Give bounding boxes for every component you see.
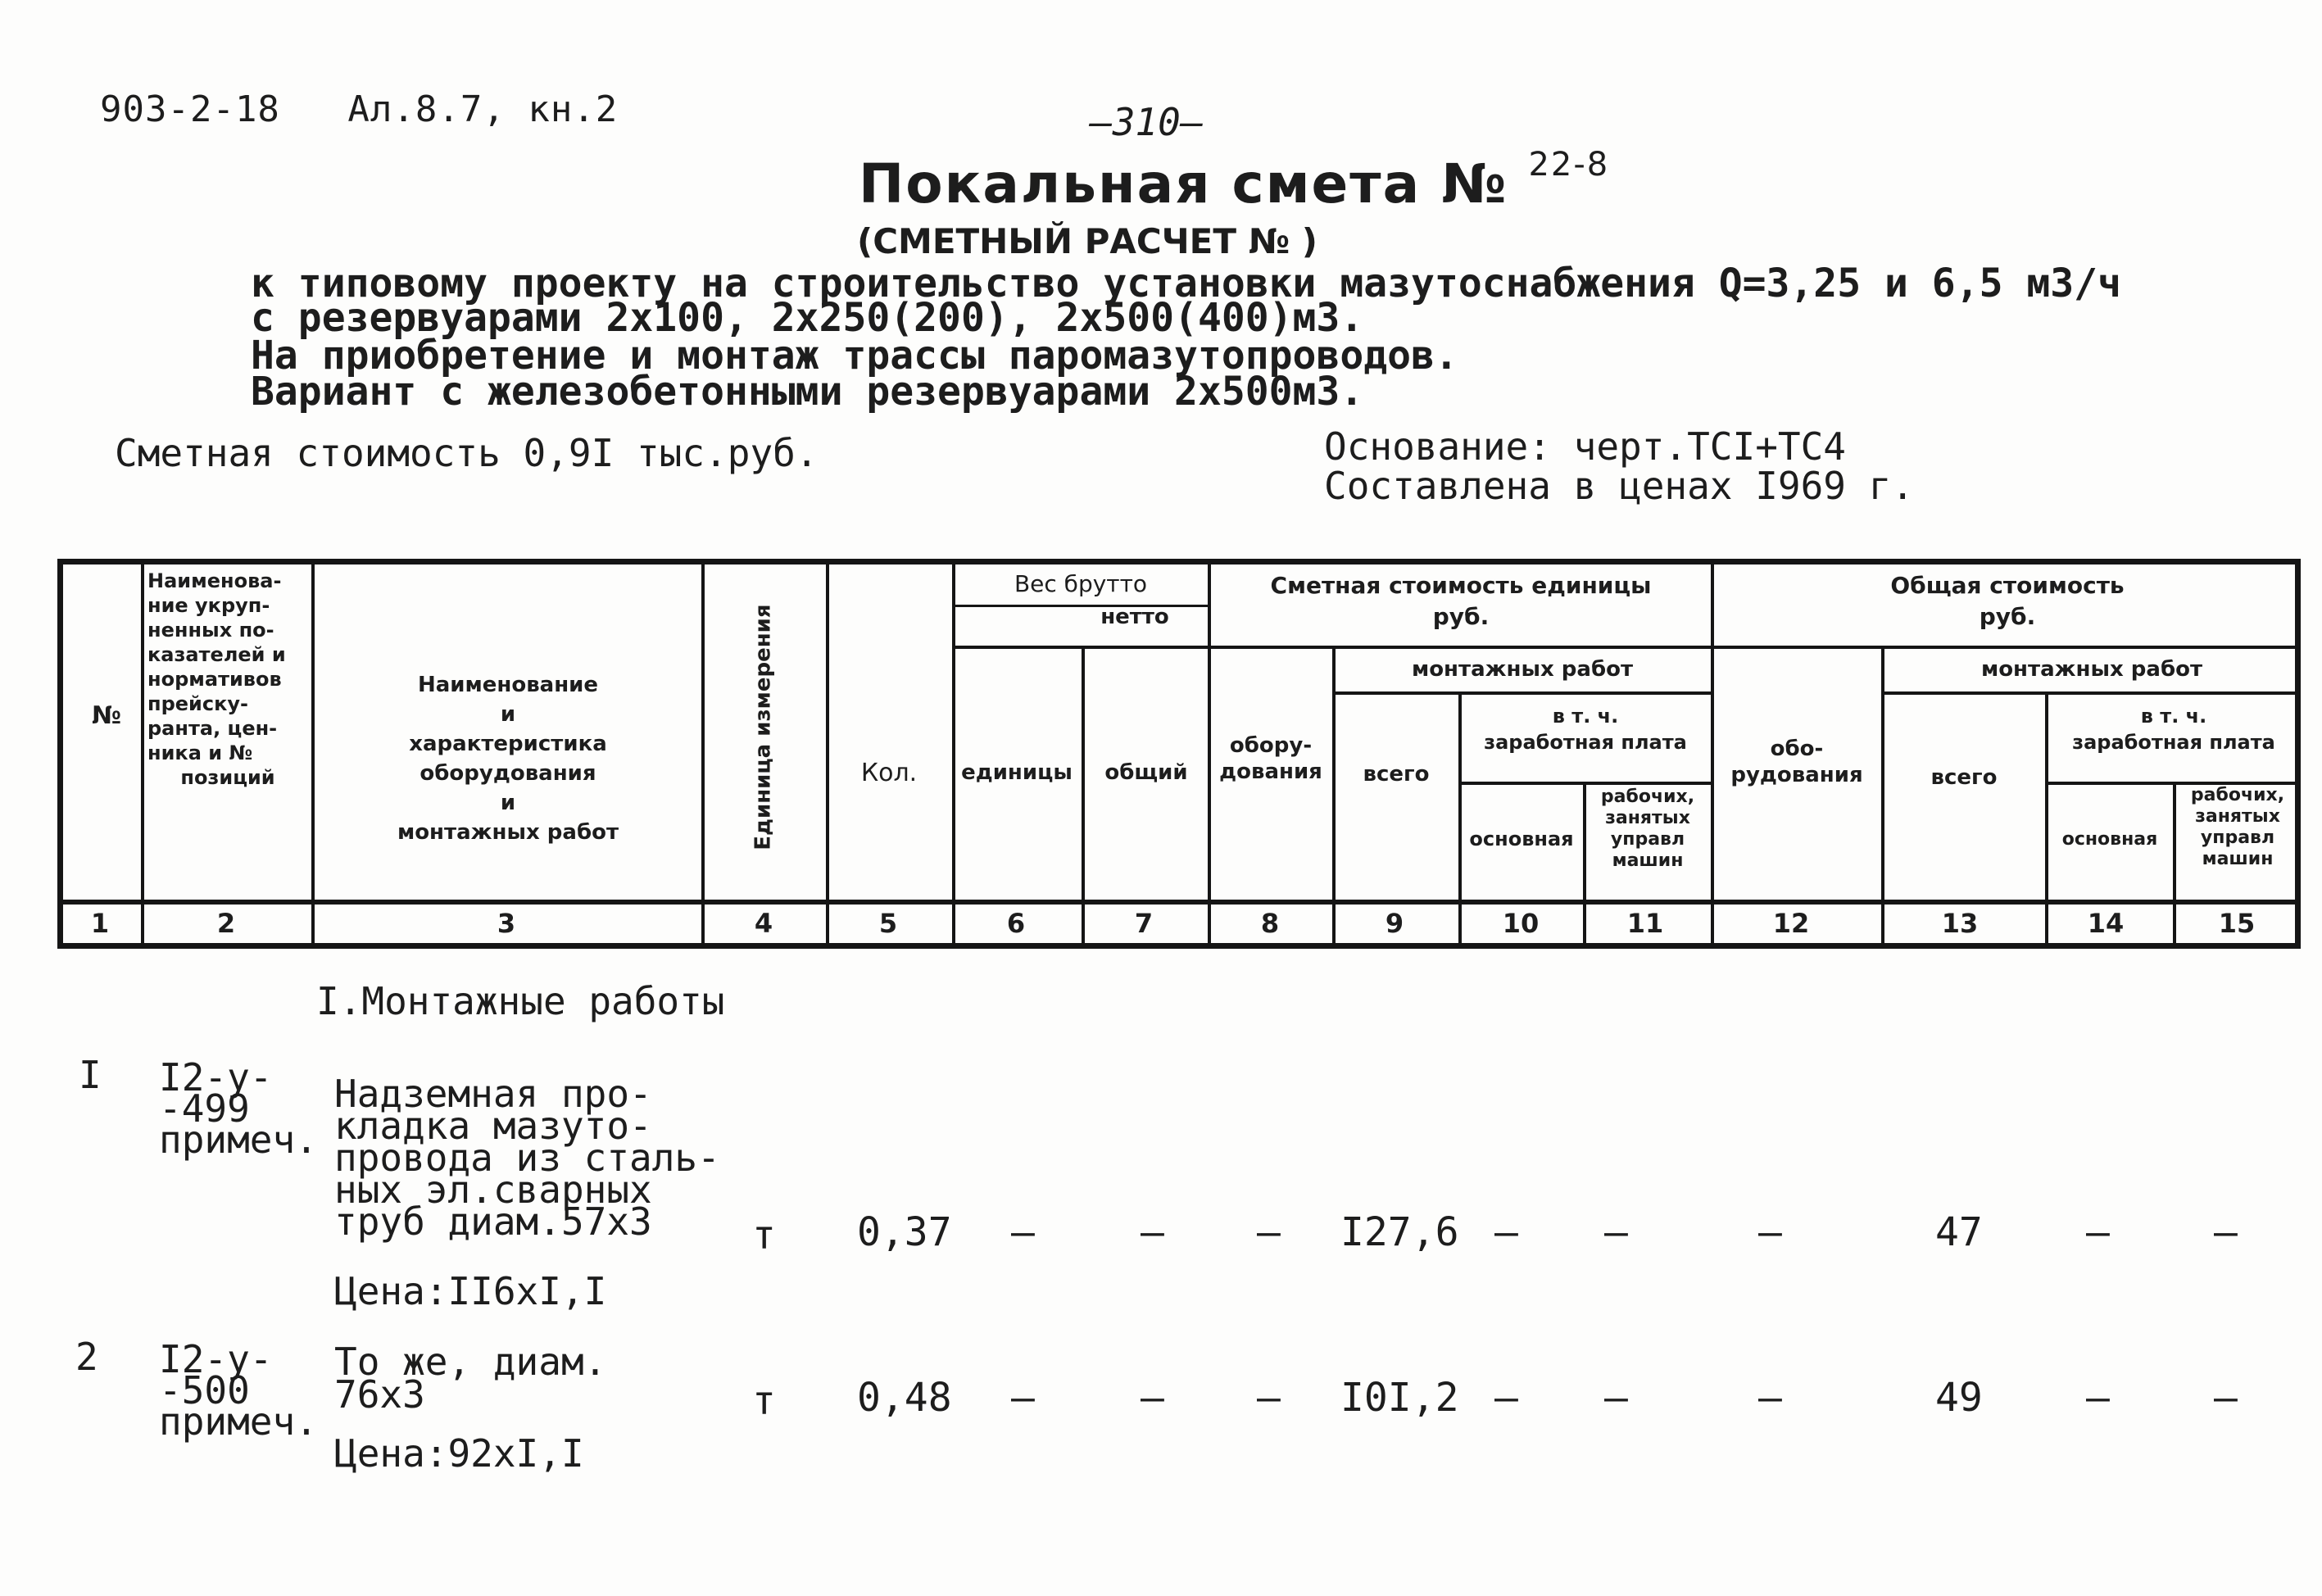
row-name: Надземная про- кладка мазуто- провода из сталь- ных эл.сварных труб диам.57х3 bbox=[334, 1072, 720, 1244]
album-reference: Ал.8.7, кн.2 bbox=[347, 88, 619, 130]
th-weight-net: нетто bbox=[1100, 605, 1169, 629]
section-title: I.Монтажные работы bbox=[316, 979, 725, 1023]
grid-line bbox=[952, 559, 955, 949]
column-number: 10 bbox=[1502, 908, 1540, 939]
th-wages-unit: в т. ч. заработная плата bbox=[1484, 705, 1687, 754]
page-title bbox=[859, 146, 1610, 215]
row-weight-total: – bbox=[1141, 1375, 1164, 1421]
grid-line bbox=[952, 646, 2301, 649]
column-number: 6 bbox=[1006, 908, 1026, 939]
th-wages-total: в т. ч. заработная плата bbox=[2072, 705, 2275, 754]
column-number: 9 bbox=[1385, 908, 1404, 939]
th-weight-total: общий bbox=[1104, 760, 1188, 785]
grid-line bbox=[826, 559, 829, 949]
row-code: I2-у- -499 примеч. bbox=[159, 1055, 318, 1162]
th-name: Наименование и характеристика оборудования и монтажных работ bbox=[397, 673, 619, 845]
th-machine-unit: рабочих, занятых управл машин bbox=[1600, 787, 1695, 871]
th-machine-total: рабочих, занятых управл машин bbox=[2190, 785, 2285, 869]
th-quantity: Кол. bbox=[860, 759, 918, 787]
column-number: 3 bbox=[497, 908, 516, 939]
grid-line bbox=[311, 559, 315, 949]
estimated-cost: Сметная стоимость 0,9I тыс.руб. bbox=[115, 431, 819, 475]
row-weight-unit: – bbox=[1011, 1209, 1035, 1255]
row-machine-total: – bbox=[2214, 1209, 2238, 1255]
project-code: 903-2-18 bbox=[100, 88, 280, 130]
th-mounting-total: монтажных работ bbox=[1980, 657, 2203, 682]
grid-line bbox=[57, 900, 2301, 905]
column-number: 7 bbox=[1134, 908, 1154, 939]
column-number: 2 bbox=[216, 908, 236, 939]
column-number: 8 bbox=[1260, 908, 1280, 939]
column-number: 12 bbox=[1772, 908, 1810, 939]
row-number: 2 bbox=[75, 1335, 98, 1379]
description-line: с резервуарами 2х100, 2х250(200), 2х500(400)м3. bbox=[251, 295, 1364, 341]
page-number: —310— bbox=[1090, 100, 1204, 144]
description-line: На приобретение и монтаж трассы паромазутопроводов. bbox=[251, 333, 1458, 379]
row-basic-total: – bbox=[2086, 1209, 2110, 1255]
row-machine-unit: – bbox=[1604, 1375, 1628, 1421]
prices-year: Составлена в ценах I969 г. bbox=[1324, 464, 1915, 508]
row-mounting-unit: I27,6 bbox=[1340, 1209, 1459, 1255]
column-number: 1 bbox=[90, 908, 110, 939]
th-total-unit: всего bbox=[1363, 762, 1430, 787]
row-equipment-unit: – bbox=[1257, 1375, 1281, 1421]
row-basic-unit: – bbox=[1494, 1375, 1518, 1421]
description-line: Вариант с железобетонными резервуарами 2х500м3. bbox=[251, 369, 1364, 415]
column-number: 11 bbox=[1626, 908, 1664, 939]
column-number: 5 bbox=[878, 908, 898, 939]
grid-line bbox=[701, 559, 705, 949]
th-basic-total: основная bbox=[2061, 829, 2158, 850]
th-mounting-unit: монтажных работ bbox=[1411, 657, 1634, 682]
row-number: I bbox=[79, 1053, 102, 1097]
th-number: № bbox=[91, 701, 122, 730]
row-equipment-unit: – bbox=[1257, 1209, 1281, 1255]
column-number: 14 bbox=[2087, 908, 2125, 939]
column-number: 4 bbox=[754, 908, 773, 939]
row-quantity: 0,37 bbox=[857, 1209, 952, 1255]
th-total-total: всего bbox=[1930, 765, 1998, 790]
th-code: Наименова- ние укруп- ненных по- казателей и нормативов прейску- ранта, цен- ника и № позиций bbox=[147, 569, 286, 789]
grid-line bbox=[1881, 691, 2301, 695]
row-unit: т bbox=[752, 1378, 776, 1424]
column-number: 15 bbox=[2218, 908, 2256, 939]
row-price: Цена:II6хI,I bbox=[334, 1269, 607, 1313]
row-mounting-total: 47 bbox=[1935, 1209, 1983, 1255]
grid-line bbox=[141, 559, 144, 949]
row-machine-unit: – bbox=[1604, 1209, 1628, 1255]
column-number: 13 bbox=[1941, 908, 1979, 939]
grid-line bbox=[1332, 691, 1711, 695]
row-equipment-total: – bbox=[1758, 1209, 1782, 1255]
subtitle: (СМЕТНЫЙ РАСЧЕТ № ) bbox=[857, 221, 1317, 261]
row-basic-total: – bbox=[2086, 1375, 2110, 1421]
th-unit-cost: Сметная стоимость единицы руб. bbox=[1270, 572, 1652, 630]
title-number: 22-8 bbox=[1528, 146, 1610, 184]
title-text: Покальная смета № bbox=[859, 152, 1508, 215]
row-name: То же, диам. 76х3 bbox=[334, 1340, 607, 1417]
row-machine-total: – bbox=[2214, 1375, 2238, 1421]
row-code: I2-у- -500 примеч. bbox=[159, 1337, 318, 1444]
th-weight: Вес брутто bbox=[1014, 570, 1148, 597]
th-total-cost: Общая стоимость руб. bbox=[1890, 572, 2125, 630]
th-equipment-unit: обору- дования bbox=[1219, 733, 1322, 784]
th-weight-unit: единицы bbox=[961, 760, 1073, 785]
row-weight-total: – bbox=[1141, 1209, 1164, 1255]
row-basic-unit: – bbox=[1494, 1209, 1518, 1255]
row-weight-unit: – bbox=[1011, 1375, 1035, 1421]
row-price: Цена:92хI,I bbox=[334, 1431, 584, 1476]
row-mounting-total: 49 bbox=[1935, 1375, 1983, 1421]
row-equipment-total: – bbox=[1758, 1375, 1782, 1421]
document-code bbox=[100, 88, 618, 130]
row-unit: т bbox=[752, 1213, 776, 1258]
th-basic-unit: основная bbox=[1469, 827, 1574, 850]
basis: Основание: черт.ТСI+ТС4 bbox=[1324, 424, 1846, 469]
description-line: к типовому проекту на строительство установки мазутоснабжения Q=3,25 и 6,5 м3/ч bbox=[251, 261, 2121, 306]
grid-line bbox=[1458, 782, 1711, 785]
row-quantity: 0,48 bbox=[857, 1375, 952, 1421]
th-equipment-total: обо- рудования bbox=[1730, 737, 1863, 787]
row-mounting-unit: I0I,2 bbox=[1340, 1375, 1459, 1421]
